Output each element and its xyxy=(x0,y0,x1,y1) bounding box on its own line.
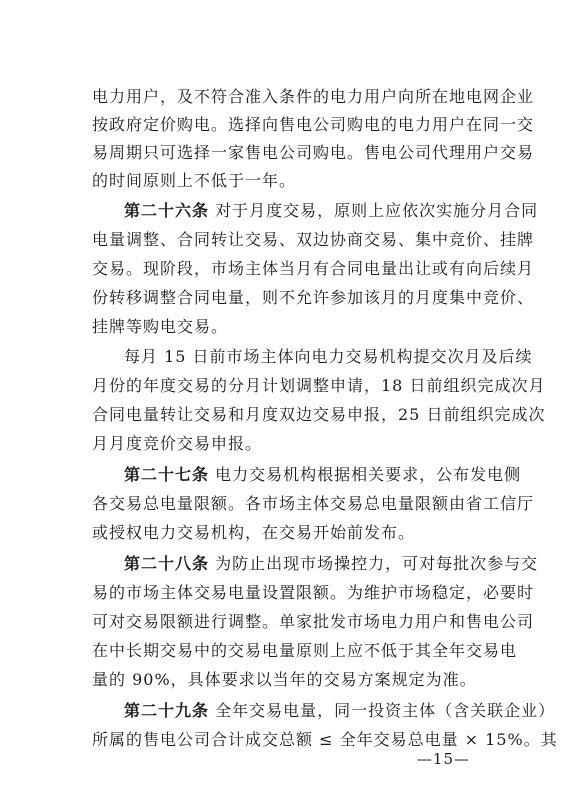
text-line: 按政府定价购电。选择向售电公司购电的电力用户在同一交 xyxy=(92,115,535,134)
text-line: 第二十八条 为防止出现市场操控力，可对每批次参与交 xyxy=(124,554,539,573)
text-line: 或授权电力交易机构，在交易开始前发布。 xyxy=(92,523,416,542)
text-line: 月份的年度交易的分月计划调整申请，18 日前组织完成次月 xyxy=(92,376,546,395)
text-line: 易周期只可选择一家售电公司购电。售电公司代理用户交易 xyxy=(92,143,535,162)
text-line: 所属的售电公司合计成交总额 ≤ 全年交易总电量 × 15%。其 xyxy=(92,730,558,749)
text-line: 第二十七条 电力交易机构根据相关要求，公布发电侧 xyxy=(124,465,522,484)
text-line: 挂牌等购电交易。 xyxy=(92,317,229,336)
text-line: 易的市场主体交易电量设置限额。为维护市场稳定，必要时 xyxy=(92,583,535,602)
text-line: 电量调整、合同转让交易、双边协商交易、集中竞价、挂牌 xyxy=(92,230,535,249)
article-heading: 第二十九条 xyxy=(124,701,210,720)
page-number: —15— xyxy=(416,750,470,768)
article-heading: 第二十六条 xyxy=(124,201,210,220)
text-line: 每月 15 日前市场主体向电力交易机构提交次月及后续 xyxy=(124,347,533,366)
text-line: 在中长期交易中的交易电量原则上应不低于其全年交易电 xyxy=(92,641,518,660)
article-heading: 第二十八条 xyxy=(124,554,210,573)
text-line: 合同电量转让交易和月度双边交易申报，25 日前组织完成次 xyxy=(92,405,546,424)
text-line: 电力用户，及不符合准入条件的电力用户向所在地电网企业 xyxy=(92,87,535,106)
text-line: 各交易总电量限额。各市场主体交易总电量限额由省工信厅 xyxy=(92,494,535,513)
text-line: 的时间原则上不低于一年。 xyxy=(92,171,297,190)
text-line: 量的 90%，具体要求以当年的交易方案规定为准。 xyxy=(92,670,477,689)
text-line: 第二十六条 对于月度交易，原则上应依次实施分月合同 xyxy=(124,201,539,220)
article-heading: 第二十七条 xyxy=(124,465,210,484)
text-line: 月月度竞价交易申报。 xyxy=(92,434,263,453)
text-line: 第二十九条 全年交易电量，同一投资主体（含关联企业） xyxy=(124,701,556,720)
text-line: 份转移调整合同电量，则不允许参加该月的月度集中竞价、 xyxy=(92,288,535,307)
text-line: 可对交易限额进行调整。单家批发市场电力用户和售电公司 xyxy=(92,612,535,631)
text-line: 交易。现阶段，市场主体当月有合同电量出让或有向后续月 xyxy=(92,259,535,278)
